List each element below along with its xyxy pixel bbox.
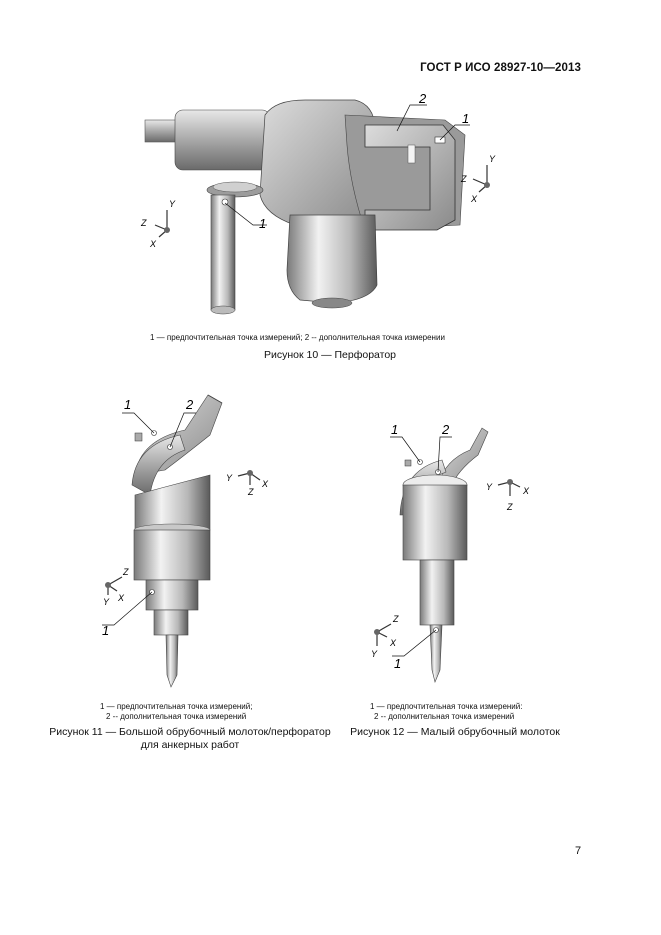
svg-text:Y: Y (103, 597, 110, 607)
axis-triad-left (140, 199, 176, 249)
axis-triad-right (460, 154, 496, 204)
svg-text:Y: Y (486, 482, 493, 492)
drill-motor (287, 215, 377, 303)
svg-text:1: 1 (391, 422, 399, 437)
figure-12-caption: Рисунок 12 — Малый обрубочный молоток (350, 726, 560, 738)
axis-triad-fig11-right (222, 457, 282, 497)
figure-11-drawing (90, 385, 250, 690)
svg-text:X: X (390, 638, 397, 648)
svg-text:2: 2 (186, 397, 194, 412)
figure-11-caption: Рисунок 11 — Большой обрубочный молоток/перфоратор для анкерных работ (49, 726, 331, 751)
page-number: 7 (575, 845, 582, 857)
svg-text:X: X (150, 239, 157, 249)
svg-text:1: 1 (124, 397, 132, 412)
svg-text:2: 2 (442, 422, 450, 437)
svg-text:Z: Z (461, 174, 467, 184)
svg-text:Y: Y (169, 199, 176, 209)
label-1-handle: 1 (259, 216, 267, 231)
measurement-point-2-marker (222, 199, 228, 205)
svg-text:Z: Z (141, 218, 147, 228)
svg-text:X: X (523, 486, 530, 496)
chisel (166, 635, 178, 687)
svg-text:X: X (471, 194, 478, 204)
svg-text:Y: Y (226, 473, 233, 483)
svg-text:1: 1 (394, 656, 402, 671)
label-1-top: 1 (462, 111, 470, 126)
figure-12-drawing (360, 420, 550, 690)
svg-text:X: X (262, 479, 269, 489)
figure-11-legend-line-1: 1 — предпочтительная точка измерений; (100, 702, 253, 711)
figure-12-legend-line-1: 1 — предпочтительная точка измерений: (370, 702, 523, 711)
svg-text:Z: Z (393, 614, 399, 624)
drill-barrel (175, 110, 270, 170)
svg-text:Z: Z (507, 502, 513, 512)
svg-text:Z: Z (248, 487, 254, 497)
svg-text:Z: Z (123, 567, 129, 577)
side-handle (211, 195, 235, 310)
svg-text:Y: Y (371, 649, 378, 659)
small-hammer-cylinder (403, 485, 467, 560)
svg-text:1: 1 (102, 623, 110, 638)
figure-11-legend-line-2: 2 -- дополнительная точка измерений (106, 712, 247, 721)
axis-triad-lower (103, 567, 129, 607)
document-header: ГОСТ Р ИСО 28927-10—2013 (420, 62, 581, 74)
svg-text:Y: Y (489, 154, 496, 164)
svg-text:X: X (118, 593, 125, 603)
figure-12-legend-line-2: 2 -- дополнительная точка измерений (374, 712, 515, 721)
figure-10-drawing (125, 85, 505, 325)
figure-10-caption: Рисунок 10 — Перфоратор (263, 349, 397, 361)
figure-10-legend: 1 — предпочтительная точка измерений; 2 -- дополнительная точка измерении (150, 333, 445, 342)
label-2-top: 2 (419, 91, 427, 106)
